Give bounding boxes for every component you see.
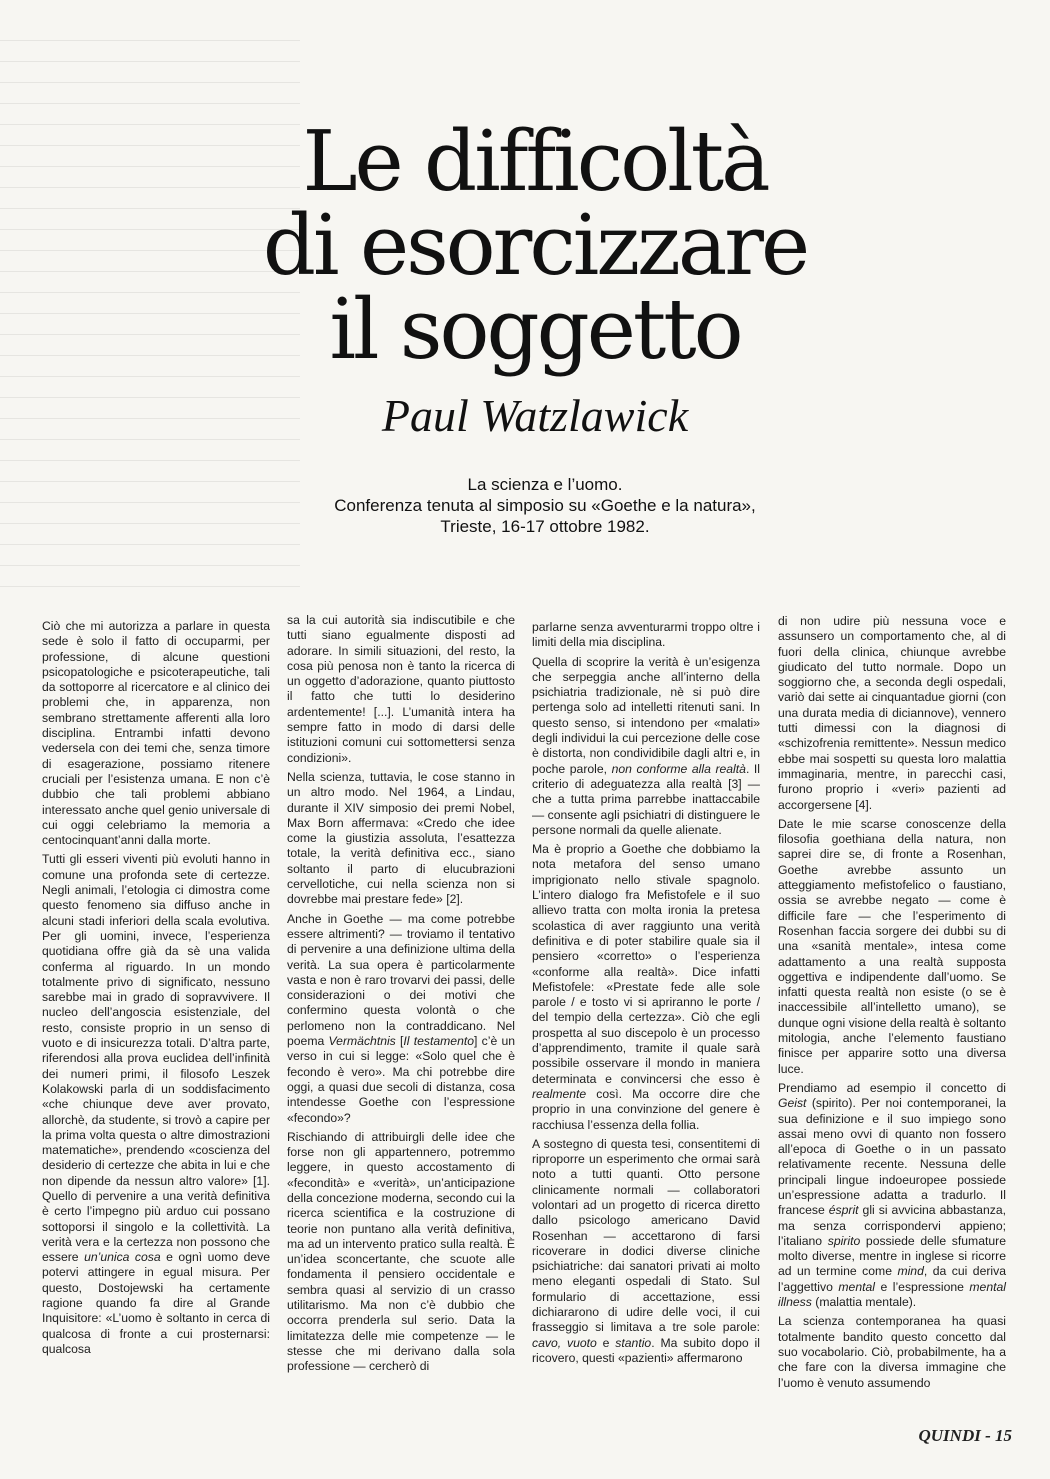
paragraph: La scienza contemporanea ha quasi totalmente bandito questo concetto dal suo vocabolario. Ciò, probabilmente, ha a che fare con la diversa immagine che l’uomo è venuto assumendo <box>778 1314 1006 1390</box>
title-line-3: il soggetto <box>329 281 741 378</box>
paragraph: Quella di scoprire la verità è un’esigenza che serpeggia anche all’interno della psichiatria tradizionale, nè si può dire pertenga solo ad intelletti ritenuti sani. In questo senso, si intendono per «malati» degli individui la cui percezione delle cose è distorta, non condividibile dagli altri e, in poche parole, non conforme alla realtà. Il criterio di adeguatezza alla realtà [3] — che a tutta prima parrebbe inattaccabile — consente agli psichiatri di distinguere le persone normali da quelle alienate. <box>532 654 760 837</box>
paragraph: Nella scienza, tuttavia, le cose stanno in un altro modo. Nel 1964, a Lindau, durante il XIV simposio dei premi Nobel, Max Born affermava: «Credo che idee come la giustizia assoluta, l’esattezza totale, la verità definitiva ecc., siano soltanto il parto di elucubrazioni cervellotiche, cui nella scienza non si dovrebbe mai prestare fede» [2]. <box>287 769 515 907</box>
paragraph: Rischiando di attribuirgli delle idee che forse non gli appartennero, potremmo leggere, in questo accostamento di «fecondità» e «verità», un’anticipazione della concezione moderna, secondo cui la ricerca scientifica e la costruzione di teorie non puntano alla verità definitiva, ma ad un intervento pratico sulla realtà. È un’idea sconcertante, che scuote alle fondamenta il pensiero occidentale e sembra quasi al servizio di un crasso utilitarismo. Ma non c’è dubbio che occorra prenderla sul serio. Data la limitatezza delle mie competenze — le stesse che mi derivano dalla sola professione — cercherò di <box>287 1129 515 1374</box>
paragraph: Prendiamo ad esempio il concetto di Geist (spirito). Per noi contemporanei, la sua definizione e il suo impiego sono assai meno ovvi di quanto non fossero all’epoca di Goethe o in un passato relativamente recente. Nessuna delle principali lingue indoeuropee possiede un’espressione adatta a tradurlo. Il francese ésprit gli si avvicina abbastanza, ma senza corrispondervi appieno; l’italiano spirito possiede delle sfumature molto diverse, mentre in inglese si ricorre ad un termine come mind, da cui deriva l’aggettivo mental e l’espressione mental illness (malattia mentale). <box>778 1080 1006 1310</box>
paragraph: Ciò che mi autorizza a parlare in questa sede è solo il fatto di occuparmi, per professione, di alcune questioni psicopatologiche e psicoterapeutiche, tali da sottoporre al ricercatore e al clinico dei problemi che, in apparenza, non sembrano strettamente afferenti alla loro disciplina. Entrambi infatti devono vedersela con dei temi che, senza timore di esagerazione, possiamo ritenere cruciali per l’esistenza umana. E non c’è dubbio che tali problemi abbiano interessato anche quel genio universale di cui oggi celebriamo la memoria a centocinquant’anni dalla morte. <box>42 619 270 848</box>
subtitle-line-3: Trieste, 16-17 ottobre 1982. <box>440 517 650 536</box>
text-column-1 <box>42 619 270 1361</box>
paragraph: A sostegno di questa tesi, consentitemi di riproporre un esperimento che ormai sarà noto a tutti quanti. Otto persone clinicamente normali — collaboratori volontari ad un progetto di ricerca diretto dallo psicologo americano David Rosenhan — accettarono di farsi ricoverare in dodici diverse cliniche psichiatriche: dai sanatori privati ai molto meno eleganti ospedali di Stato. Sul formulario di accettazione, essi dichiararono di udire delle voci, il cui frasseggio si limitava a tre sole parole: cavo, vuoto e stantio. Ma subito dopo il ricovero, questi «pazienti» affermarono <box>532 1136 760 1365</box>
paragraph: parlarne senza avventurarmi troppo oltre i limiti della mia disciplina. <box>532 620 760 650</box>
author-name: Paul Watzlawick <box>381 390 689 441</box>
paragraph: di non udire più nessuna voce e assunsero un comportamento che, al di fuori della clinica, chiunque avrebbe giudicato del tutto normale. Dopo un soggiorno che, a seconda degli ospedali, variò dai sette ai cinquantadue giorni (con una durata media di diciannove), vennero tutti dimessi con la diagnosi di «schizofrenia remittente». Nessun medico ebbe mai sospetti su questa loro malattia immaginaria, mentre, in parecchi casi, furono proprio i «veri» pazienti ad accorgersene [4]. <box>778 614 1006 812</box>
page-footer-label: QUINDI - 15 <box>918 1426 1012 1445</box>
article-subtitle <box>240 474 850 537</box>
paragraph: sa la cui autorità sia indiscutibile e che tutti siano egualmente disposti ad adorare. In simili situazioni, del resto, la cosa più penosa non è tanto la ricerca di un oggetto d’adorazione, quanto piuttosto il fatto che tutti lo desiderino ardentemente! [...]. L’umanità intera ha sempre fatto in modo di darsi delle istituzioni comuni cui sottomettersi senza condizioni». <box>287 613 515 765</box>
title-line-1: Le difficoltà <box>302 113 768 210</box>
paragraph: Ma è proprio a Goethe che dobbiamo la nota metafora del senso umano imprigionato nello stivale spagnolo. L’intero dialogo fra Mefistofele e il suo allievo tratta con molta ironia la pretesa scolastica di aver raggiunto una verità definitiva e di poter stabilire quale sia il pensiero «corretto» o l’esperienza «conforme alla realtà». Dice infatti Mefistofele: «Prestate fede alle sole parole / e tosto vi si apriranno le porte / del tempio della certezza». Ciò che egli prospetta al suo discepolo è un processo d’apprendimento, tramite il quale sarà possibile osservare il mondo in maniera determinata e convincersi che esso è realmente così. Ma occorre dire che proprio in una convinzione del genere è racchiusa l’essenza della follia. <box>532 842 760 1132</box>
text-column-2 <box>287 613 515 1379</box>
subtitle-line-1: La scienza e l’uomo. <box>467 475 623 494</box>
paragraph: Tutti gli esseri viventi più evoluti hanno in comune una profonda sete di certezze. Negli animali, l’etologia ci dimostra come questo fenomeno sia diffuso anche in alcuni stadi inferiori della scala evolutiva. Per gli uomini, invece, l’esperienza quotidiana offre già da sè una valida conferma al riguardo. In un mondo totalmente privo di significato, nessuno sarebbe mai in grado di sopravvivere. Il nucleo dell’angoscia esistenziale, del resto, consiste proprio in un senso di vuoto e di insicurezza totali. D’altra parte, riferendosi alla prova euclidea dell’infinità dei numeri primi, il filosofo Leszek Kolakowski parla di un soddisfacimento «che chiunque deve aver provato, allorchè, da studente, si trovò a capire per la prima volta questa o altre dimostrazioni matematiche», prendendo «coscienza del desiderio di certezze che abita in lui e che non dipende da nessun altro valore» [1]. Quello di pervenire a una verità definitiva è certo l’impegno più arduo cui possano sottoporsi il singolo e la collettività. La verità vera e la certezza non possono che essere un’unica cosa e ognì uomo deve potervi attingere in egual misura. Per questo, Dostojewski ha certamente ragione quando fa dire al Grande Inquisitore: «L’uomo è soltanto in cerca di qualcosa di fronte a cui prosternarsi: qualcosa <box>42 852 270 1356</box>
text-column-3 <box>532 620 760 1370</box>
paragraph: Anche in Goethe — ma come potrebbe essere altrimenti? — troviamo il tentativo di pervenire a una definizione ultima della verità. La sua opera è particolarmente vasta e non è raro trovarvi dei passi, delle considerazioni o dei motivi che confermino questa volontà o che perlomeno non la contraddicano. Nel poema Vermächtnis [Il testamento] c’è un verso in cui si legge: «Solo quel che è fecondo è vero». Ma chi potrebbe dire oggi, a quasi due secoli di distanza, cosa intendesse Goethe con l’espressione «fecondo»? <box>287 911 516 1125</box>
paragraph: Date le mie scarse conoscenze della filosofia goethiana della natura, non saprei dire se, di fronte a Rosenhan, Goethe avrebbe assunto un atteggiamento mefistofelico o faustiano, ossia se avrebbe negato — come è difficile fare — che l’esperimento di Rosenhan faccia sorgere dei dubbi su di una «sanità mentale», intesa come adattamento a una realtà supposta oggettiva e indipendente dall’uomo. Se infatti questa realtà non esiste (o se è inaccessibile all’intelletto umano), se dunque ogni visione della realtà è soltanto mitologia, anche l’elemento faustiano finisce per apparire sotto una diversa luce. <box>778 816 1006 1076</box>
article-title <box>240 113 830 378</box>
subtitle-line-2: Conferenza tenuta al simposio su «Goethe e la natura», <box>334 496 756 515</box>
title-line-2: di esorcizzare <box>262 197 808 294</box>
text-column-4 <box>778 614 1006 1395</box>
